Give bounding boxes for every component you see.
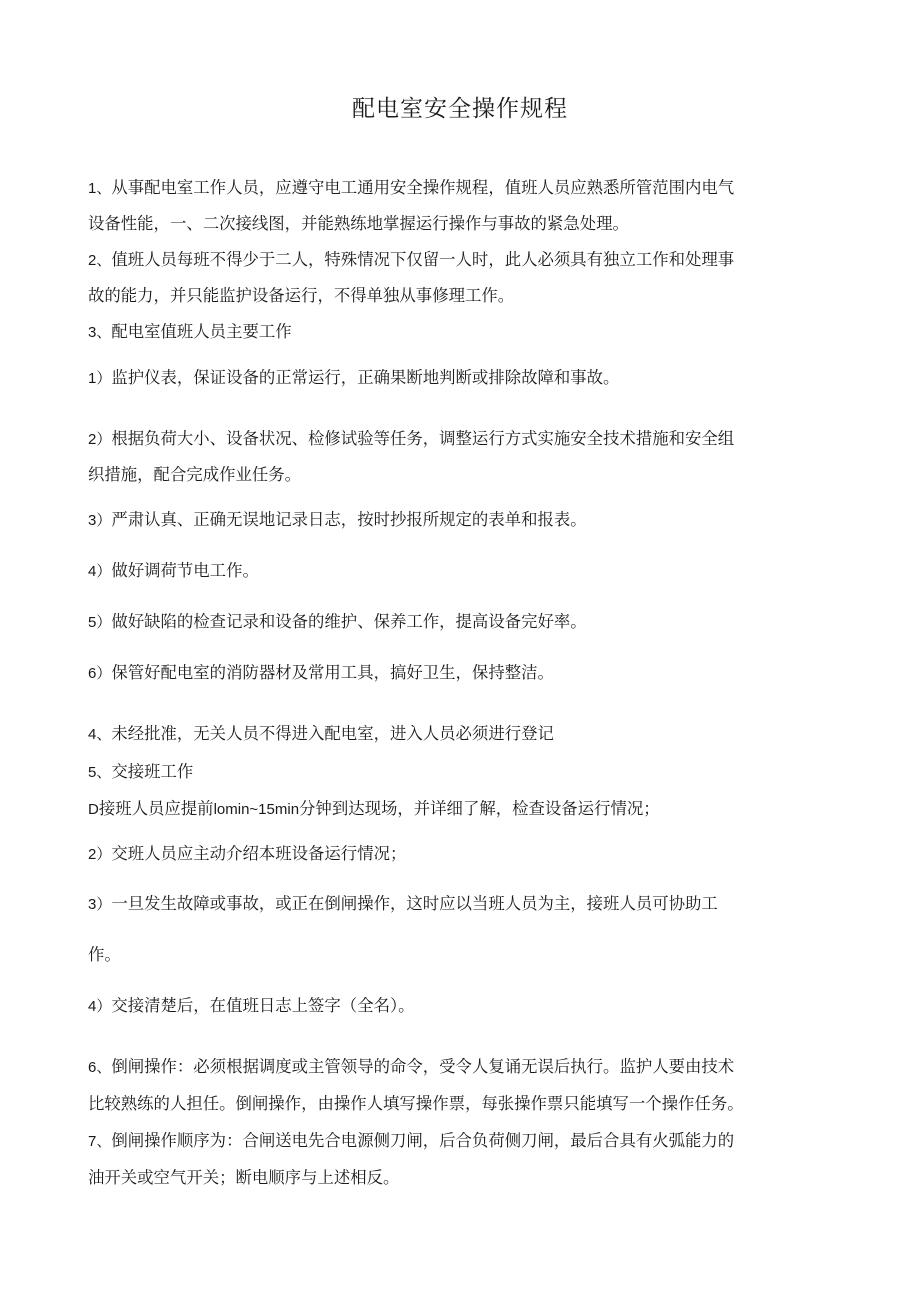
line-text: 交班人员应主动介绍本班设备运行情况； [111, 844, 407, 863]
item-number: 5、 [88, 764, 112, 781]
paragraph-line [88, 722, 848, 747]
paragraph-line [88, 1166, 848, 1190]
line-text: 接班人员应提前 [98, 799, 214, 818]
line-text: 分钟到达现场，并详细了解，检查设备运行情况； [299, 799, 660, 818]
item-number: 5） [88, 614, 112, 631]
paragraph-line [88, 760, 848, 785]
item-number: 1） [88, 370, 112, 387]
item-number: 2） [88, 846, 112, 863]
item-number: 2） [88, 431, 112, 448]
line-text: 配电室值班人员主要工作 [111, 322, 292, 341]
item-number: 2、 [88, 252, 112, 269]
line-text: 严肃认真、正确无误地记录日志，按时抄报所规定的表单和报表。 [111, 510, 587, 529]
line-text: 故的能力，并只能监护设备运行，不得单独从事修理工作。 [88, 286, 515, 305]
paragraph-line [88, 463, 848, 487]
paragraph-line [88, 610, 848, 635]
item-number: D [88, 801, 99, 818]
item-number: 3） [88, 512, 112, 529]
paragraph-line [88, 320, 848, 345]
line-text: 保管好配电室的消防器材及常用工具，搞好卫生，保持整洁。 [111, 663, 554, 682]
paragraph-line [88, 212, 848, 236]
paragraph-line [88, 892, 848, 917]
paragraph-line [88, 1055, 848, 1080]
line-text: 倒闸操作：必须根据调度或主管领导的命令，受令人复诵无误后执行。监护人要由技术 [111, 1057, 735, 1076]
item-number: 4、 [88, 726, 112, 743]
item-number: 3、 [88, 324, 112, 341]
paragraph-line [88, 427, 848, 452]
paragraph-line [88, 248, 848, 273]
page-title: 配电室安全操作规程 [352, 96, 568, 122]
line-text: 根据负荷大小、设备状况、检修试验等任务，调整运行方式实施安全技术措施和安全组 [111, 429, 735, 448]
item-number: 7、 [88, 1133, 112, 1150]
line-text: 监护仪表，保证设备的正常运行，正确果断地判断或排除故障和事故。 [111, 368, 620, 387]
line-text: 从事配电室工作人员，应遵守电工通用安全操作规程，值班人员应熟悉所管范围内电气 [111, 178, 735, 197]
line-text: 未经批准，无关人员不得进入配电室，进入人员必须进行登记 [111, 724, 554, 743]
time-range: lomin~15min [213, 801, 300, 818]
line-text: 倒闸操作顺序为：合闸送电先合电源侧刀闸，后合负荷侧刀闸，最后合具有火弧能力的 [111, 1131, 735, 1150]
line-text: 作。 [88, 945, 121, 964]
paragraph-line [88, 797, 848, 822]
item-number: 1、 [88, 180, 112, 197]
paragraph-line [88, 943, 848, 967]
line-text: 油开关或空气开关；断电顺序与上述相反。 [88, 1168, 400, 1187]
paragraph-line [88, 842, 848, 867]
line-text: 交接班工作 [111, 762, 194, 781]
item-number: 3） [88, 896, 112, 913]
line-text: 织措施，配合完成作业任务。 [88, 465, 302, 484]
line-text: 值班人员每班不得少于二人，特殊情况下仅留一人时，此人必须具有独立工作和处理事 [111, 250, 735, 269]
line-text: 比较熟练的人担任。倒闸操作，由操作人填写操作票，每张操作票只能填写一个操作任务。 [88, 1094, 744, 1113]
item-number: 4） [88, 998, 112, 1015]
paragraph-line [88, 508, 848, 533]
paragraph-line [88, 1092, 848, 1116]
paragraph-line [88, 559, 848, 584]
line-text: 交接清楚后，在值班日志上签字（全名）。 [111, 996, 415, 1015]
item-number: 4） [88, 563, 112, 580]
item-number: 6） [88, 665, 112, 682]
paragraph-line [88, 994, 848, 1019]
paragraph-line [88, 176, 848, 201]
paragraph-line [88, 661, 848, 686]
line-text: 做好调荷节电工作。 [111, 561, 259, 580]
line-text: 做好缺陷的检查记录和设备的维护、保养工作，提高设备完好率。 [111, 612, 587, 631]
paragraph-line [88, 1129, 848, 1154]
paragraph-line [88, 284, 848, 308]
item-number: 6、 [88, 1059, 112, 1076]
line-text: 一旦发生故障或事故，或正在倒闸操作，这时应以当班人员为主，接班人员可协助工 [111, 894, 718, 913]
line-text: 设备性能，一、二次接线图，并能熟练地掌握运行操作与事故的紧急处理。 [88, 214, 629, 233]
paragraph-line [88, 366, 848, 391]
